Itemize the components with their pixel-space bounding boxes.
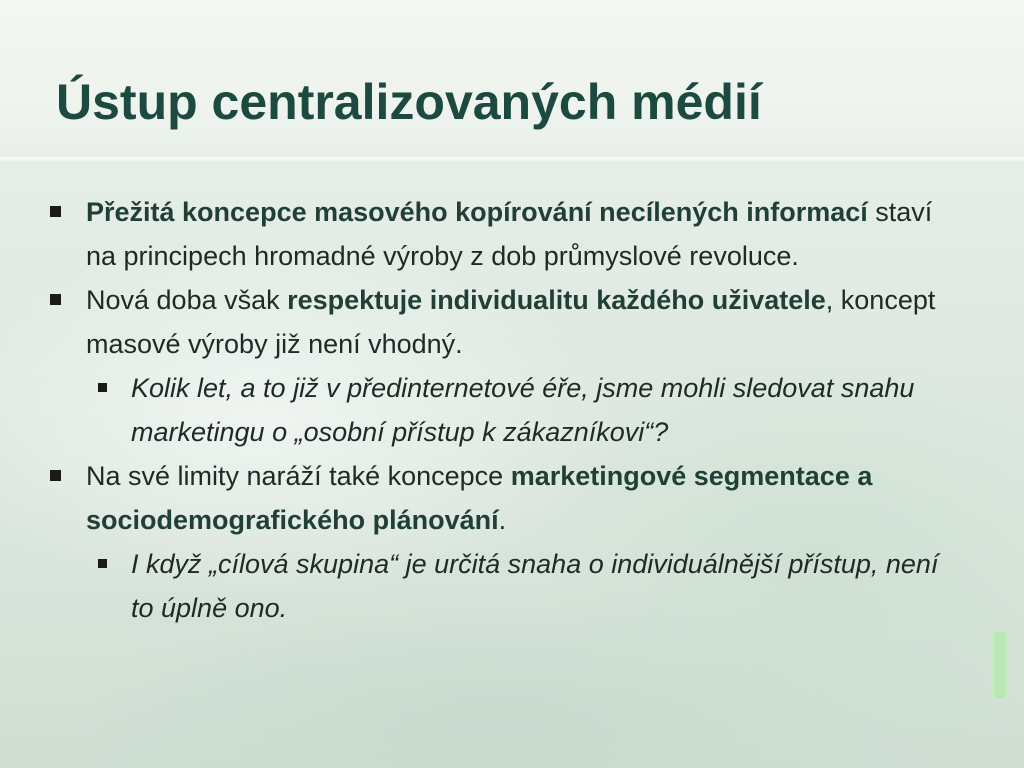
small-square-bullet-icon [98,559,107,568]
bullet-2-post: , koncept masové výroby již není vhodný. [86,285,936,359]
sub-bullet-item-2 [48,366,968,454]
bullet-1-text: staví na principech hromadné výroby z dob průmyslové revoluce. [86,197,933,271]
bullet-3-bold: marketingové segmentace a sociodemografického plánování [86,461,873,535]
slide-title: Ústup centralizovaných médií [56,74,762,130]
bullet-3-post: . [498,505,507,535]
bullet-3-pre: Na své limity naráží také koncepce [86,461,511,491]
bullet-1-bold: Přežitá koncepce masového kopírování necílených informací [86,197,868,227]
square-bullet-icon [50,294,61,305]
bullet-item-2 [48,278,968,366]
bullet-item-3 [48,454,968,542]
sub-bullet-3-text: I když „cílová skupina“ je určitá snaha o individuálnější přístup, není to úplně ono. [131,549,939,623]
bullet-list [48,190,968,630]
sub-bullet-2-text: Kolik let, a to již v předinternetové éře, jsme mohli sledovat snahu marketingu o „osobní přístup k zákazníkovi“? [131,373,915,447]
square-bullet-icon [50,470,61,481]
bullet-2-pre: Nová doba však [86,285,288,315]
bullet-2-bold: respektuje individualitu každého uživatele [287,285,826,315]
sub-bullet-item-3 [48,542,968,630]
small-square-bullet-icon [98,383,107,392]
square-bullet-icon [50,206,61,217]
decorative-side-mark [992,632,1008,698]
title-divider [0,157,1024,163]
bullet-item-1 [48,190,968,278]
